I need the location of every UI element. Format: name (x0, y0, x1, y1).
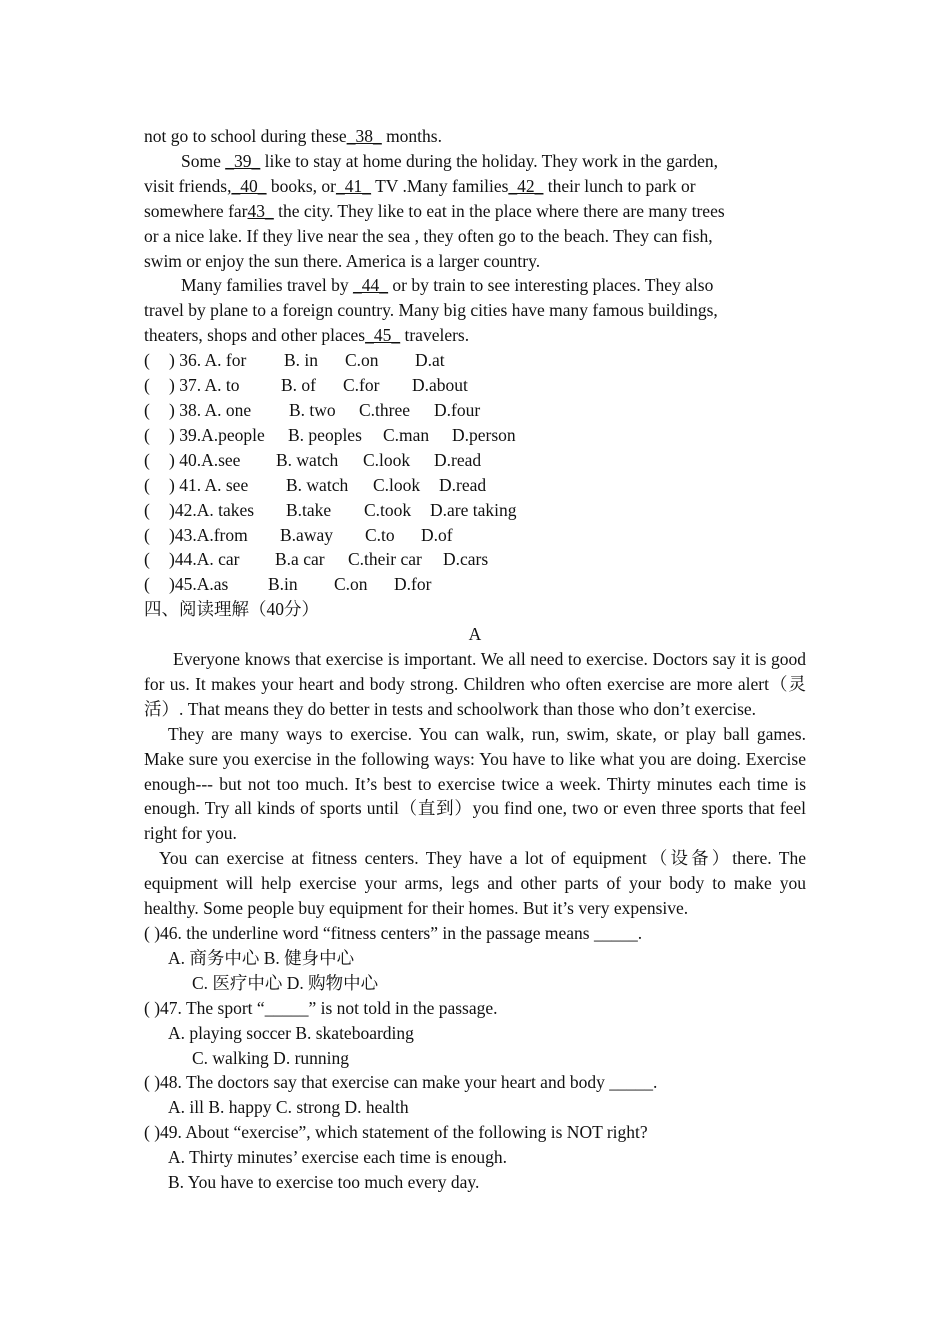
option-row (144, 348, 806, 373)
option-b: B. peoples (288, 424, 362, 445)
option-b: B. two (289, 399, 336, 420)
text: TV .Many families (371, 175, 509, 196)
answer-paren: ( (144, 574, 150, 595)
text: visit friends, (144, 175, 232, 196)
option-b: B.away (280, 524, 333, 545)
question-47-options: C. walking D. running (192, 1047, 350, 1068)
text: books, or (266, 175, 337, 196)
question-48-options: A. ill B. happy C. strong D. health (168, 1097, 409, 1118)
passage-paragraph: You can exercise at fitness centers. They have a lot of equipment（设备）there. The equipment will help exercise your arms, legs and other parts of your body to make you healthy. Some people buy equipment for their homes. But it’s very expensive. (144, 848, 806, 919)
option-c: C.look (363, 449, 411, 470)
blank-38: _38_ (346, 126, 382, 146)
passage-paragraph: They are many ways to exercise. You can walk, run, swim, skate, or play ball games. Make sure you exercise in the following ways: You have to like what you are doing. Exercise enough--- but not too much. It’s best to exercise twice a week. Thirty minutes each time is enough. Try all kinds of sports until（直到）you find one, two or even three sports that feel right for you. (144, 723, 806, 844)
blank-40: _40_ (231, 175, 267, 196)
answer-paren: ( (144, 474, 150, 495)
blank-43: 43_ (247, 200, 274, 221)
text: or by train to see interesting places. They also (388, 275, 714, 296)
option-a: ) 38. A. one (169, 399, 252, 420)
question-49: ( )49. About “exercise”, which statement of the following is NOT right? (144, 1122, 648, 1143)
option-b: B.a car (275, 549, 325, 570)
answer-paren: ( (144, 399, 150, 420)
option-b: B. watch (276, 449, 339, 470)
option-row (144, 572, 806, 597)
option-a: ) 40.A.see (169, 449, 241, 470)
answer-paren: ( (144, 524, 150, 545)
question-46-options: C. 医疗中心 D. 购物中心 (192, 972, 379, 993)
blank-44: _44_ (353, 275, 389, 296)
option-row (144, 473, 806, 498)
option-c: C.man (383, 424, 430, 445)
cloze-line (144, 174, 806, 199)
question-47: ( )47. The sport “_____” is not told in the passage. (144, 997, 498, 1018)
option-d: D.at (415, 350, 445, 371)
cloze-line (144, 149, 806, 174)
answer-paren: ( (144, 424, 150, 445)
passage-label: A (468, 624, 482, 645)
option-c: C.three (359, 399, 411, 420)
option-row (144, 547, 806, 572)
option-c: C.on (345, 350, 379, 371)
options-list (144, 348, 806, 597)
blank-41: _41_ (336, 175, 372, 196)
text: somewhere far (144, 200, 248, 221)
option-c: C.took (364, 499, 412, 520)
option-b: B.take (286, 499, 332, 520)
option-b: B. in (284, 350, 319, 371)
option-a: ) 36. A. for (169, 350, 247, 371)
cloze-line: swim or enjoy the sun there. America is a larger country. (144, 250, 541, 271)
cloze-line: or a nice lake. If they live near the sea , they often go to the beach. They can fish, (144, 225, 713, 246)
option-b: B.in (268, 574, 298, 595)
option-d: D.are taking (430, 499, 517, 520)
option-d: D.four (434, 399, 481, 420)
answer-paren: ( (144, 449, 150, 470)
option-b: B. watch (286, 474, 349, 495)
option-d: D.cars (443, 549, 489, 570)
text: not go to school during these (144, 126, 347, 146)
question-46-options: A. 商务中心 B. 健身中心 (168, 947, 355, 968)
text: Many families travel by (181, 275, 354, 296)
option-a: )42.A. takes (169, 499, 255, 520)
question-48: ( )48. The doctors say that exercise can make your heart and body _____. (144, 1072, 658, 1093)
option-b: B. of (281, 375, 316, 396)
option-c: C.on (334, 574, 368, 595)
option-a: )45.A.as (169, 574, 229, 595)
question-47-options: A. playing soccer B. skateboarding (168, 1022, 414, 1043)
answer-paren: ( (144, 375, 150, 396)
option-d: D.read (439, 474, 487, 495)
option-a: ) 39.A.people (169, 424, 265, 445)
text: like to stay at home during the holiday. They work in the garden, (260, 150, 719, 171)
option-c: C.their car (348, 549, 422, 570)
passage-paragraph: Everyone knows that exercise is important. We all need to exercise. Doctors say it is good for us. It makes your heart and body strong. Children who often exercise are more alert（灵活）. That means they do better in tests and schoolwork than those who don’t exercise. (144, 649, 806, 719)
question-49-option-b: B. You have to exercise too much every day. (168, 1172, 480, 1193)
section-heading: 四、阅读理解（40分） (144, 599, 319, 620)
question-49-option-a: A. Thirty minutes’ exercise each time is enough. (168, 1147, 508, 1168)
option-d: D.person (452, 424, 516, 445)
cloze-line (144, 199, 806, 224)
text: Some (181, 150, 226, 171)
cloze-line (144, 273, 806, 298)
text: the city. They like to eat in the place where there are many trees (273, 200, 725, 221)
option-a: ) 41. A. see (169, 474, 249, 495)
blank-39: _39_ (225, 150, 261, 171)
question-46: ( )46. the underline word “fitness centers” in the passage means _____. (144, 923, 643, 943)
option-d: D.of (421, 524, 453, 545)
answer-paren: ( (144, 499, 150, 520)
option-a: )43.A.from (169, 524, 248, 545)
answer-paren: ( (144, 549, 150, 570)
option-c: C.for (343, 375, 380, 396)
option-d: D.about (412, 375, 468, 396)
cloze-line: travel by plane to a foreign country. Many big cities have many famous buildings, (144, 300, 718, 321)
option-row (144, 498, 806, 523)
cloze-line (144, 323, 806, 348)
blank-42: _42_ (508, 175, 544, 196)
option-row (144, 398, 806, 423)
option-row (144, 448, 806, 473)
text: travelers. (400, 325, 470, 346)
text: theaters, shops and other places (144, 325, 366, 346)
option-row (144, 523, 806, 548)
cloze-line (144, 124, 806, 149)
answer-paren: ( (144, 350, 150, 371)
option-c: C.look (373, 474, 421, 495)
option-d: D.read (434, 449, 482, 470)
option-a: ) 37. A. to (169, 375, 240, 396)
blank-45: _45_ (365, 325, 401, 346)
option-d: D.for (394, 574, 432, 595)
text: their lunch to park or (543, 175, 696, 196)
option-row (144, 423, 806, 448)
option-a: )44.A. car (169, 549, 240, 570)
text: months. (381, 126, 442, 146)
document-page (144, 124, 806, 1195)
option-row (144, 373, 806, 398)
option-c: C.to (365, 524, 395, 545)
